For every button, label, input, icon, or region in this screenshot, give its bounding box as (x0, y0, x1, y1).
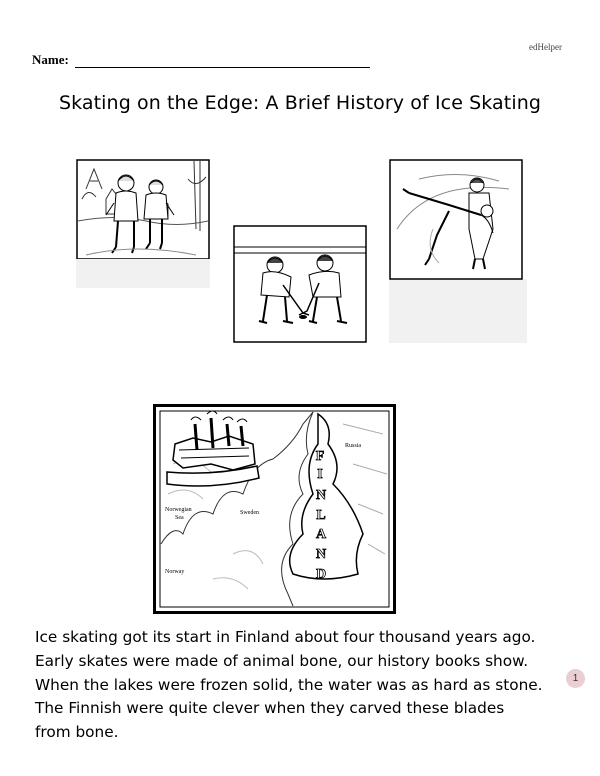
finland-letter: A (315, 527, 327, 542)
finland-letter: L (316, 508, 326, 523)
kids-skating-illustration (76, 159, 210, 288)
poem-text (35, 626, 543, 745)
name-line (75, 55, 370, 68)
hockey-illustration (233, 225, 367, 343)
finland-map-illustration (153, 404, 396, 614)
finland-letter: F (315, 449, 325, 464)
brand-label: edHelper (529, 42, 562, 52)
map-label-russia: Russia (345, 443, 362, 449)
figure-skaters-illustration (389, 159, 527, 343)
poem-line: Early skates were made of animal bone, our history books show. (35, 651, 529, 670)
page-number-badge: 1 (566, 669, 585, 688)
finland-letter: N (315, 547, 327, 562)
poem-line: When the lakes were frozen solid, the water was as hard as stone. (35, 675, 543, 694)
poem-line: from bone. (35, 723, 119, 742)
finland-letter: D (315, 567, 327, 582)
map-label-sweden: Sweden (240, 510, 259, 516)
poem-line: Ice skating got its start in Finland about four thousand years ago. (35, 628, 536, 646)
map-label-norwegian-sea-1: Norwegian (165, 507, 192, 513)
finland-letter: I (317, 467, 323, 482)
map-label-norway: Norway (165, 569, 185, 575)
map-label-norwegian-sea-2: Sea (175, 515, 184, 521)
poem-line: The Finnish were quite clever when they carved these blades (35, 699, 505, 718)
name-label: Name: (32, 52, 69, 67)
name-row (32, 52, 370, 68)
finland-letter: N (315, 488, 327, 503)
page-title: Skating on the Edge: A Brief History of Ice Skating (58, 92, 542, 114)
